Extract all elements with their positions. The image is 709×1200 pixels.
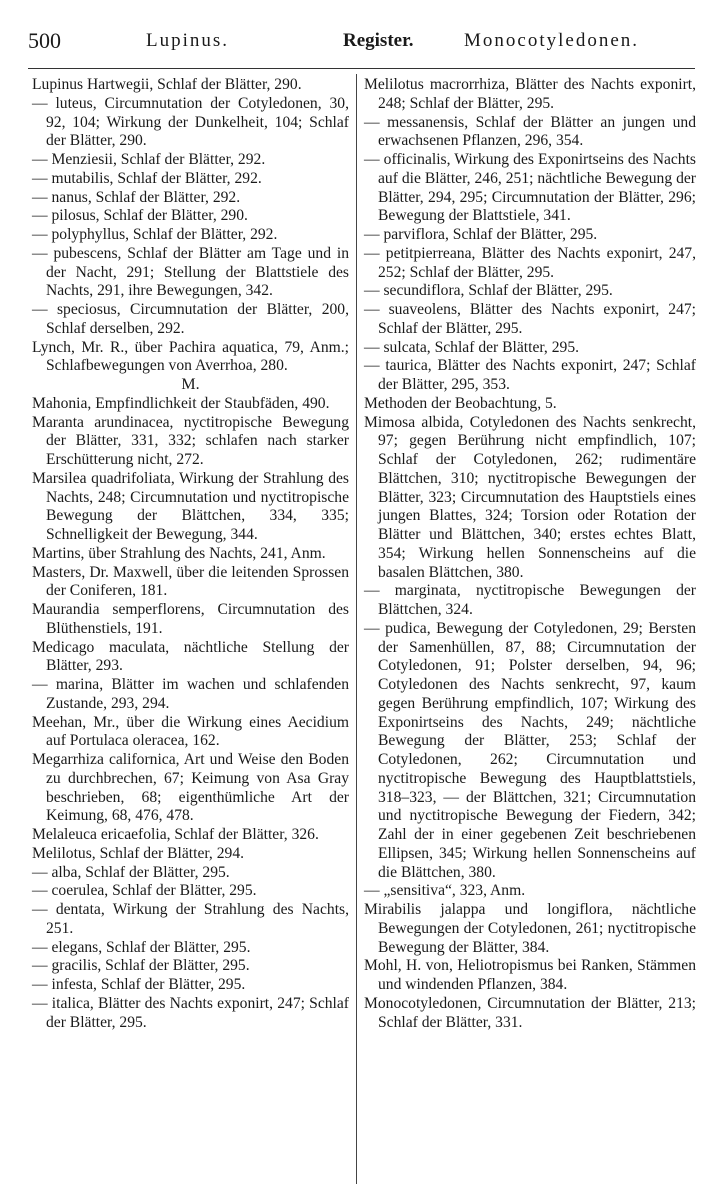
index-entry: — messanensis, Schlaf der Blätter an jungen und erwachsenen Pflanzen, 296, 354. [364, 113, 696, 150]
index-entry: Medicago maculata, nächtliche Stellung der Blätter, 293. [32, 638, 349, 675]
index-entry: — elegans, Schlaf der Blätter, 295. [32, 938, 251, 956]
index-entry: Mohl, H. von, Heliotropismus bei Ranken, Stämmen und windenden Pflanzen, 384. [364, 957, 696, 993]
index-entry: — parviflora, Schlaf der Blätter, 295. [364, 226, 598, 243]
index-entry: — italica, Blätter des Nachts exponirt, 247; Schlaf der Blätter, 295. [32, 994, 349, 1031]
index-entry: Lynch, Mr. R., über Pachira aquatica, 79, Anm.; Schlafbewegungen von Averrhoa, 280. [32, 338, 349, 375]
index-entry: Martins, über Strahlung des Nachts, 241, Anm. [32, 544, 326, 562]
page-header [28, 20, 695, 60]
index-entry: Maranta arundinacea, nyctitropische Bewegung der Blätter, 331, 332; schlafen nach starker Erschütterung nicht, 272. [32, 413, 349, 468]
index-entry: Melaleuca ericaefolia, Schlaf der Blätter, 326. [32, 826, 319, 843]
index-entry: — marginata, nyctitropische Bewegungen der Blättchen, 324. [364, 582, 696, 618]
index-entry: — dentata, Wirkung der Strahlung des Nachts, 251. [32, 901, 349, 937]
index-entry: — secundiflora, Schlaf der Blätter, 295. [364, 282, 613, 300]
index-entry: — alba, Schlaf der Blätter, 295. [32, 863, 230, 881]
index-entry: Mahonia, Empfindlichkeit der Staubfäden, 490. [32, 394, 330, 412]
index-entry: — coerulea, Schlaf der Blätter, 295. [32, 882, 257, 900]
running-head-left: Lupinus. [146, 30, 230, 51]
index-entry: Melilotus macrorrhiza, Blätter des Nachts exponirt, 248; Schlaf der Blätter, 295. [364, 76, 696, 112]
index-entry: — suaveolens, Blätter des Nachts exponirt, 247; Schlaf der Blätter, 295. [364, 301, 696, 337]
index-entry: Maurandia semperflorens, Circumnutation des Blüthenstiels, 191. [32, 601, 349, 637]
left-column [32, 76, 349, 1032]
index-entry: Meehan, Mr., über die Wirkung eines Aecidium auf Portulaca oleracea, 162. [32, 713, 349, 750]
index-entry: M. [181, 376, 200, 393]
index-entry: — officinalis, Wirkung des Exponirtseins des Nachts auf die Blätter, 246, 251; nächtliche Bewegung der Blätter, 294, 295; Circumnutation der Blätter, 296; Bewegung der Blattstiele, 341. [364, 151, 696, 225]
index-entry: — „sensitiva“, 323, Anm. [364, 882, 526, 900]
header-rule [28, 68, 695, 69]
index-entry: — marina, Blätter im wachen und schlafenden Zustande, 293, 294. [32, 676, 349, 712]
index-entry: — mutabilis, Schlaf der Blätter, 292. [32, 169, 262, 187]
index-entry: Mirabilis jalappa und longiflora, nächtliche Bewegungen der Cotyledonen, 261; nyctitropische Bewegung der Blätter, 384. [364, 901, 696, 956]
index-entry: Methoden der Beobachtung, 5. [364, 394, 557, 412]
index-entry: Marsilea quadrifoliata, Wirkung der Strahlung des Nachts, 248; Circumnutation und nyctitropische Bewegung der Blättchen, 334, 335; Schnelligkeit der Bewegung, 344. [32, 469, 349, 543]
index-entry: — luteus, Circumnutation der Cotyledonen, 30, 92, 104; Wirkung der Dunkelheit, 104; Schlaf der Blätter, 290. [32, 94, 349, 150]
index-entry: — pilosus, Schlaf der Blätter, 290. [32, 207, 248, 225]
index-entry: — polyphyllus, Schlaf der Blätter, 292. [32, 226, 278, 243]
index-entry: — speciosus, Circumnutation der Blätter, 200, Schlaf derselben, 292. [32, 301, 349, 337]
index-entry: — petitpierreana, Blätter des Nachts exponirt, 247, 252; Schlaf der Blätter, 295. [364, 244, 696, 281]
index-entry: Lupinus Hartwegii, Schlaf der Blätter, 290. [32, 76, 302, 93]
index-entry: — nanus, Schlaf der Blätter, 292. [32, 188, 241, 206]
index-entry: — infesta, Schlaf der Blätter, 295. [32, 976, 246, 993]
index-entry: Monocotyledonen, Circumnutation der Blätter, 213; Schlaf der Blätter, 331. [364, 994, 696, 1031]
index-entry: — pudica, Bewegung der Cotyledonen, 29; Bersten der Samenhüllen, 87, 88; Circumnutation der Cotyledonen, 91; Polster derselben, 94, 96; Cotyledonen des Nachts senkrecht, 97, kaum gegen Berührung empfindlich, 107; Wirkung des Exponirtseins des Nachts, 249; nächtliche Bewegung der Blätter, 253; Schlaf der Cotyledonen, 262; Circumnutation und nyctitropische Bewegung des Hauptblattstiels, 318–323, — der Blättchen, 321; Circumnutation und nyctitropische Bewegung der Fiedern, 342; Zahl der in einer gegebenen Zeit beschriebenen Ellipsen, 345; Wirkung hellen Sonnenscheins auf die Blättchen, 380. [364, 619, 696, 881]
column-divider [356, 74, 357, 1184]
index-entry: — Menziesii, Schlaf der Blätter, 292. [32, 151, 266, 168]
right-column [364, 76, 696, 1032]
index-entry: Megarrhiza californica, Art und Weise den Boden zu durchbrechen, 67; Keimung von Asa Gray beschrieben, 68; eigenthümliche Art der Keimung, 68, 476, 478. [32, 751, 349, 825]
running-head-center: Register. [343, 30, 414, 51]
index-entry: Melilotus, Schlaf der Blätter, 294. [32, 844, 245, 862]
index-entry: — taurica, Blätter des Nachts exponirt, 247; Schlaf der Blätter, 295, 353. [364, 357, 696, 393]
index-entry: — pubescens, Schlaf der Blätter am Tage und in der Nacht, 291; Stellung der Blattstiele des Nachts, 291, ihre Bewegungen, 342. [32, 244, 349, 300]
index-entry: Mimosa albida, Cotyledonen des Nachts senkrecht, 97; gegen Berührung nicht empfindlich, 107; Schlaf der Cotyledonen, 262; rudimentäre Blättchen, 310; nyctitropische Bewegungen der Blätter, 323; Circumnutation des Hauptstiels eines jungen Blattes, 324; Torsion oder Rotation der Blätter und Blättchen, 340; erstes echtes Blatt, 354; Wirkung hellen Sonnenscheins auf die basalen Blättchen, 380. [364, 413, 696, 581]
index-entry: — sulcata, Schlaf der Blätter, 295. [364, 338, 580, 356]
index-entry: Masters, Dr. Maxwell, über die leitenden Sprossen der Coniferen, 181. [32, 563, 349, 600]
index-entry: — gracilis, Schlaf der Blätter, 295. [32, 957, 250, 975]
running-head-right: Monocotyledonen. [464, 30, 640, 51]
page-number: 500 [28, 28, 61, 53]
